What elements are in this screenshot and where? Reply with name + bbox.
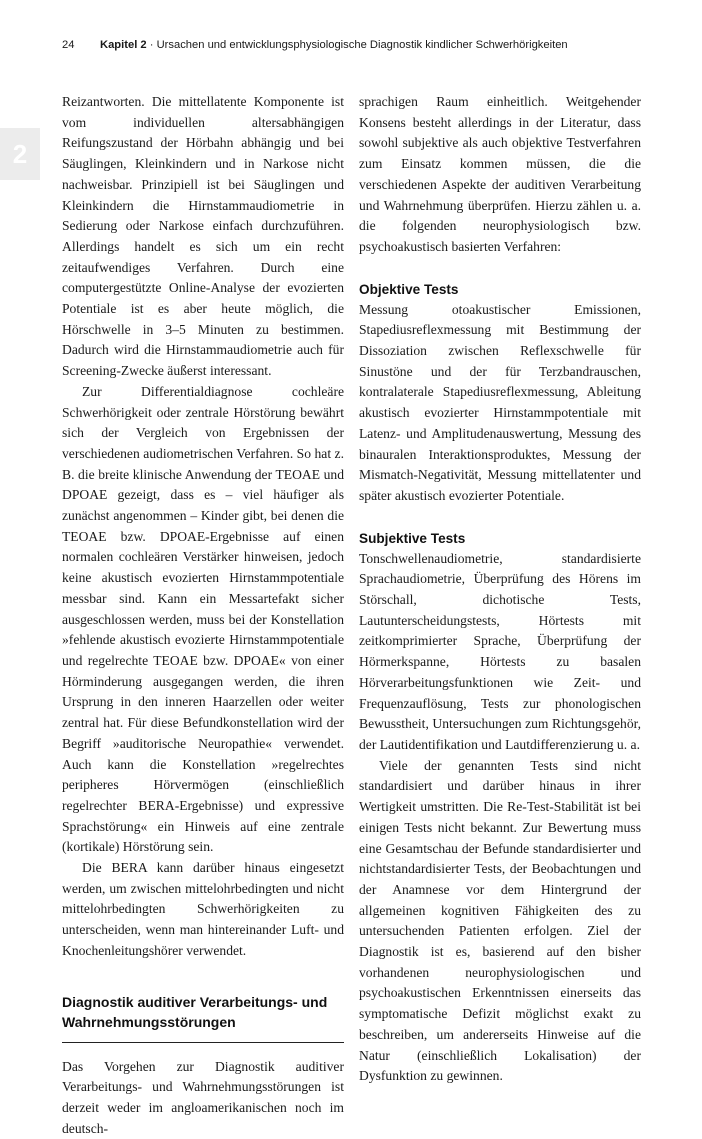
page-number: 24	[62, 39, 75, 51]
paragraph: Zur Differentialdiagnose cochleäre Schwerhörigkeit oder zentrale Hörstörung bewährt sich der Vergleich von Ergebnissen der verschiedenen audiometrischen Verfahren. So hat z. B. die breite klinische Anwendung der TEOAE und DPOAE gezeigt, dass es – viel häufiger als zunächst angenommen – Kinder gibt, bei denen die TEOAE bzw. DPOAE-Ergebnisse auf einen normalen cochleären Verstärker hinweisen, jedoch keine akustisch evozierten Hirnstammpotentiale messbar sind. Kann ein Messartefakt sicher ausgeschlossen werden, muss bei der Konstellation »fehlende akustisch evozierte Hirnstammpotentiale und regelrechte TEOAE bzw. DPOAE« von einer Hörminderung ausgegangen werden, die ihren Ursprung in den inneren Haarzellen oder weiter zentral hat. Für diese Befundkonstellation wird der Begriff »auditorische Neuropathie« verwendet. Auch kann die Konstellation »regelrechtes peripheres Hörvermögen (einschließlich regelrechter BERA-Ergebnisse) und expressive Sprachstörung« ein Hinweis auf eine zentrale (kortikale) Hörstörung sein.	[62, 383, 344, 855]
paragraph: Messung otoakustischer Emissionen, Stapediusreflexmessung mit Bestimmung der Dissoziation zwischen Reflexschwelle für Sinustöne und der für Terzbandrauschen, kontralaterale Stapediusreflexmessung, Ableitung akustisch evozierter Hirnstammpotentiale mit Latenz- und Amplitudenauswertung, Messung des binauralen Interaktionsproduktes, Messung der Mismatch-Negativität, Messung mittellatenter und später akustisch evozierter Potentiale.	[359, 301, 641, 503]
running-head	[62, 39, 662, 55]
paragraph: Reizantworten. Die mittellatente Komponente ist vom individuellen altersabhängigen Reifungszustand der Hörbahn abhängig und bei Säuglingen, Kleinkindern und in Narkose nicht nachweisbar. Prinzipiell ist bei Säuglingen und Kleinkindern die Hirnstammaudiometrie in Sedierung oder Narkose einfach durchzuführen. Allerdings handelt es sich um ein recht zeitaufwendiges Verfahren. Durch eine computergestützte Online-Analyse der evozierten Potentiale ist es aber heute möglich, die Hörschwelle in 3–5 Minuten zu bestimmen. Dadurch wird die Hirnstammaudiometrie auch für Screening-Zwecke äußerst interessant.	[62, 94, 344, 379]
left-column	[62, 92, 344, 1139]
paragraph: Das Vorgehen zur Diagnostik auditiver Verarbeitungs- und Wahrnehmungsstörungen ist derzeit weder im angloamerikanischen noch im deutsch-	[62, 1058, 344, 1136]
paragraph: sprachigen Raum einheitlich. Weitgehender Konsens besteht allerdings in der Literatur, dass sowohl subjektive als auch objektive Testverfahren zum Einsatz kommen müssen, die die verschiedenen Aspekte der auditiven Verarbeitung und Wahrnehmung überprüfen. Hierzu zählen u. a. die folgenden neurophysiologisch bzw. psychoakustisch basierten Verfahren:	[359, 94, 641, 254]
paragraph: Tonschwellenaudiometrie, standardisierte Sprachaudiometrie, Überprüfung des Hörens im Störschall, dichotische Tests, Lautunterscheidungstests, Hörtests mit zeitkomprimierter Sprache, Überprüfung der Hörmerkspanne, Hörtests zu basalen Hörverarbeitungsfunktionen wie Zeit- und Frequenzauflösung, Tests zur phonologischen Bewusstheit, Untersuchungen zum Richtungsgehör, der Lautidentifikation und Lautdifferenzierung u. a.	[359, 550, 641, 752]
header-separator: ·	[146, 39, 157, 51]
chapter-label: Kapitel 2	[100, 39, 147, 51]
chapter-tab: 2	[0, 128, 40, 180]
subheading-objective-tests: Objektive Tests	[359, 281, 459, 297]
paragraph: Die BERA kann darüber hinaus eingesetzt werden, um zwischen mittelohrbedingten und nicht mittelohrbedingten Schwerhörigkeiten zu unterscheiden, wenn man hintereinander Luft- und Knochenleitungshörer verwendet.	[62, 860, 344, 958]
paragraph: Viele der genannten Tests sind nicht standardisiert und darüber hinaus in ihrer Wertigkeit umstritten. Die Re-Test-Stabilität ist bei einigen Tests nicht bekannt. Zur Bewertung muss eine Gesamtschau der Befunde standardisierter und nichtstandardisierter Tests, der Beobachtungen und der Anamnese vor dem Hintergrund der allgemeinen kognitiven Fähigkeiten des zu untersuchenden Patienten erfolgen. Ziel der Diagnostik ist es, basierend auf den bisher vorhandenen neurophysiologischen und psychoakustischen Erkenntnissen einerseits das symptomatische Defizit möglichst exakt zu beschreiben, um andererseits Hinweise auf die Natur (einschließlich Lokalisation) der Dysfunktion zu gewinnen.	[359, 757, 641, 1084]
subheading-subjective-tests: Subjektive Tests	[359, 530, 466, 546]
right-column	[359, 92, 641, 1087]
section-heading: Diagnostik auditiver Verarbeitungs- und Wahrnehmungsstörungen	[62, 992, 344, 1043]
chapter-title: Ursachen und entwicklungsphysiologische Diagnostik kindlicher Schwerhörigkeiten	[156, 39, 568, 51]
